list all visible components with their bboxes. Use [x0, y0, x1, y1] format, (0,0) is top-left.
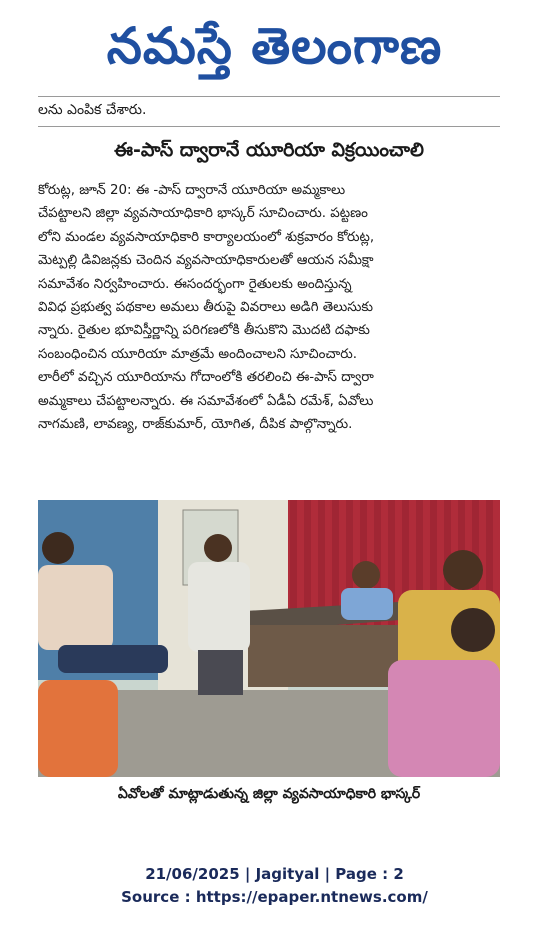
article-body-line: మెట్పల్లి డివిజన్లకు చెందిన వ్యవసాయాధికారులతో ఆయన సమీక్షా [38, 253, 374, 269]
masthead-title: నమస్తే తెలంగాణ [106, 17, 443, 75]
article-body-line: సమావేశం నిర్వహించారు. ఈసందర్భంగా రైతులకు అందిస్తున్న [38, 276, 352, 292]
source-link[interactable]: Source : https://epaper.ntnews.com/ [121, 888, 428, 906]
article-body-line: అమ్మకాలు చేపట్టాలన్నారు. ఈ సమావేశంలో ఏడీఏ రమేశ్, ఏవోలు [38, 393, 374, 409]
photo-caption: ఏవోలతో మాట్లాడుతున్న జిల్లా వ్యవసాయాధికారి భాస్కర్ [117, 786, 421, 802]
news-photo [38, 500, 500, 777]
article-body-line: వివిధ ప్రభుత్వ పథకాల అమలు తీరుపై వివరాలు అడిగి తెలుసుకు [38, 300, 373, 316]
article-body-line: నాగమణి, లావణ్య, రాజ్‌కుమార్, యోగిత, దీపిక పాల్గొన్నారు. [38, 417, 353, 433]
article-body-line: లారీలో వచ్చిన యూరియాను గోదాంలోకి తరలించి ఈ-పాస్ ద్వారా [38, 370, 374, 386]
article-body-line: సంబంధించిన యూరియా మాత్రమే అందించాలని సూచించారు. [38, 346, 358, 362]
previous-article-fragment: లను ఎంపిక చేశారు. [38, 102, 147, 118]
edition-info: 21/06/2025 | Jagityal | Page : 2 [145, 865, 404, 883]
article-body-line: చేపట్టాలని జిల్లా వ్యవసాయాధికారి భాస్కర్ సూచించారు. పట్టణం [38, 206, 368, 222]
top-divider [38, 96, 500, 97]
article-body [38, 179, 500, 436]
article-divider [38, 126, 500, 127]
article-body-line: కోరుట్ల, జూన్ 20: ఈ -పాస్ ద్వారానే యూరియా అమ్మకాలు [38, 183, 346, 198]
newspaper-masthead [0, 0, 549, 92]
meeting-photo-illustration [38, 500, 500, 777]
article-headline: ఈ-పాస్ ద్వారానే యూరియా విక్రయించాలి [114, 139, 424, 161]
article-body-line: లోని మండల వ్యవసాయాధికారి కార్యాలయంలో శుక్రవారం కోరుట్ల, [38, 229, 375, 245]
article-body-line: న్నారు. రైతుల భూవిస్తీర్ణాన్ని పరిగణలోకి తీసుకొని మొదటి దఫాకు [38, 323, 370, 339]
